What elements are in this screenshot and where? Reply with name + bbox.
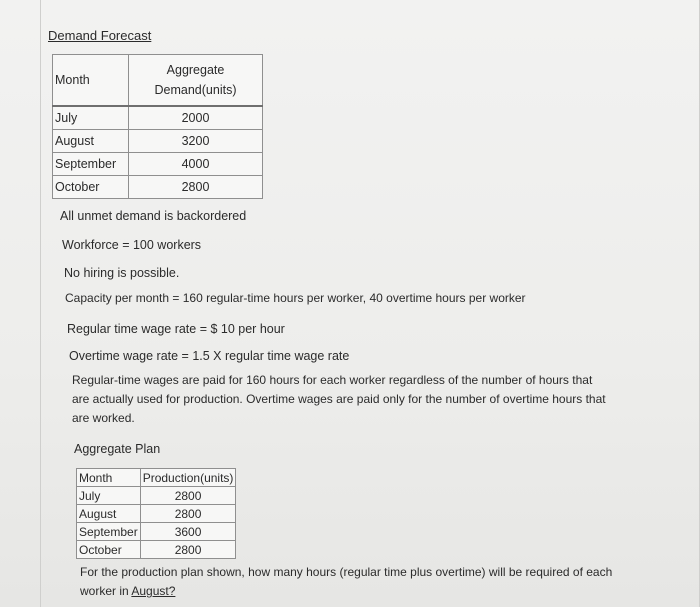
- aggregate-plan-heading: Aggregate Plan: [74, 442, 161, 456]
- row-demand: 2000: [129, 106, 263, 130]
- table-header-row: [53, 55, 263, 107]
- table-row: [77, 487, 236, 505]
- plan-row-production: 2800: [140, 541, 236, 559]
- question-month-emphasis: August?: [131, 584, 176, 598]
- demand-forecast-table: [52, 54, 263, 199]
- table-row: [53, 176, 263, 199]
- capacity-line: Capacity per month = 160 regular-time hours per worker, 40 overtime hours per worker: [65, 291, 526, 305]
- table-row: [77, 505, 236, 523]
- row-month: July: [53, 106, 129, 130]
- table-row: [53, 153, 263, 176]
- header-month: Month: [53, 55, 129, 107]
- table-row: [53, 130, 263, 153]
- plan-row-production: 2800: [140, 505, 236, 523]
- header-aggregate-line2: Demand(units): [154, 83, 237, 97]
- plan-row-production: 3600: [140, 523, 236, 541]
- plan-header-production: Production(units): [140, 469, 236, 487]
- backorder-line: All unmet demand is backordered: [60, 209, 247, 223]
- header-aggregate-line1: Aggregate: [166, 63, 225, 77]
- table-row: [77, 523, 236, 541]
- regular-wage-line: Regular time wage rate = $ 10 per hour: [67, 322, 285, 336]
- row-demand: 3200: [129, 130, 263, 153]
- aggregate-plan-table: [76, 468, 236, 559]
- row-demand: 4000: [129, 153, 263, 176]
- plan-row-month: October: [77, 541, 141, 559]
- table-row: [53, 106, 263, 130]
- overtime-wage-line: Overtime wage rate = 1.5 X regular time wage rate: [69, 349, 350, 363]
- table-header-row: [77, 469, 236, 487]
- workforce-line: Workforce = 100 workers: [62, 238, 202, 252]
- row-month: August: [53, 130, 129, 153]
- plan-row-month: July: [77, 487, 141, 505]
- row-demand: 2800: [129, 176, 263, 199]
- plan-row-production: 2800: [140, 487, 236, 505]
- plan-header-month: Month: [77, 469, 141, 487]
- row-month: September: [53, 153, 129, 176]
- plan-row-month: August: [77, 505, 141, 523]
- page-title: Demand Forecast: [48, 28, 152, 43]
- question-text: [80, 563, 640, 601]
- wage-policy-paragraph: Regular-time wages are paid for 160 hours for each worker regardless of the number of hours that are actually used for production. Overtime wages are paid only for the number of overtime hours that are worked.: [72, 373, 606, 425]
- question-body: For the production plan shown, how many hours (regular time plus overtime) will be required of each worker in: [80, 565, 613, 598]
- hiring-line: No hiring is possible.: [64, 266, 180, 280]
- header-aggregate-demand: [129, 55, 263, 107]
- row-month: October: [53, 176, 129, 199]
- table-row: [77, 541, 236, 559]
- plan-row-month: September: [77, 523, 141, 541]
